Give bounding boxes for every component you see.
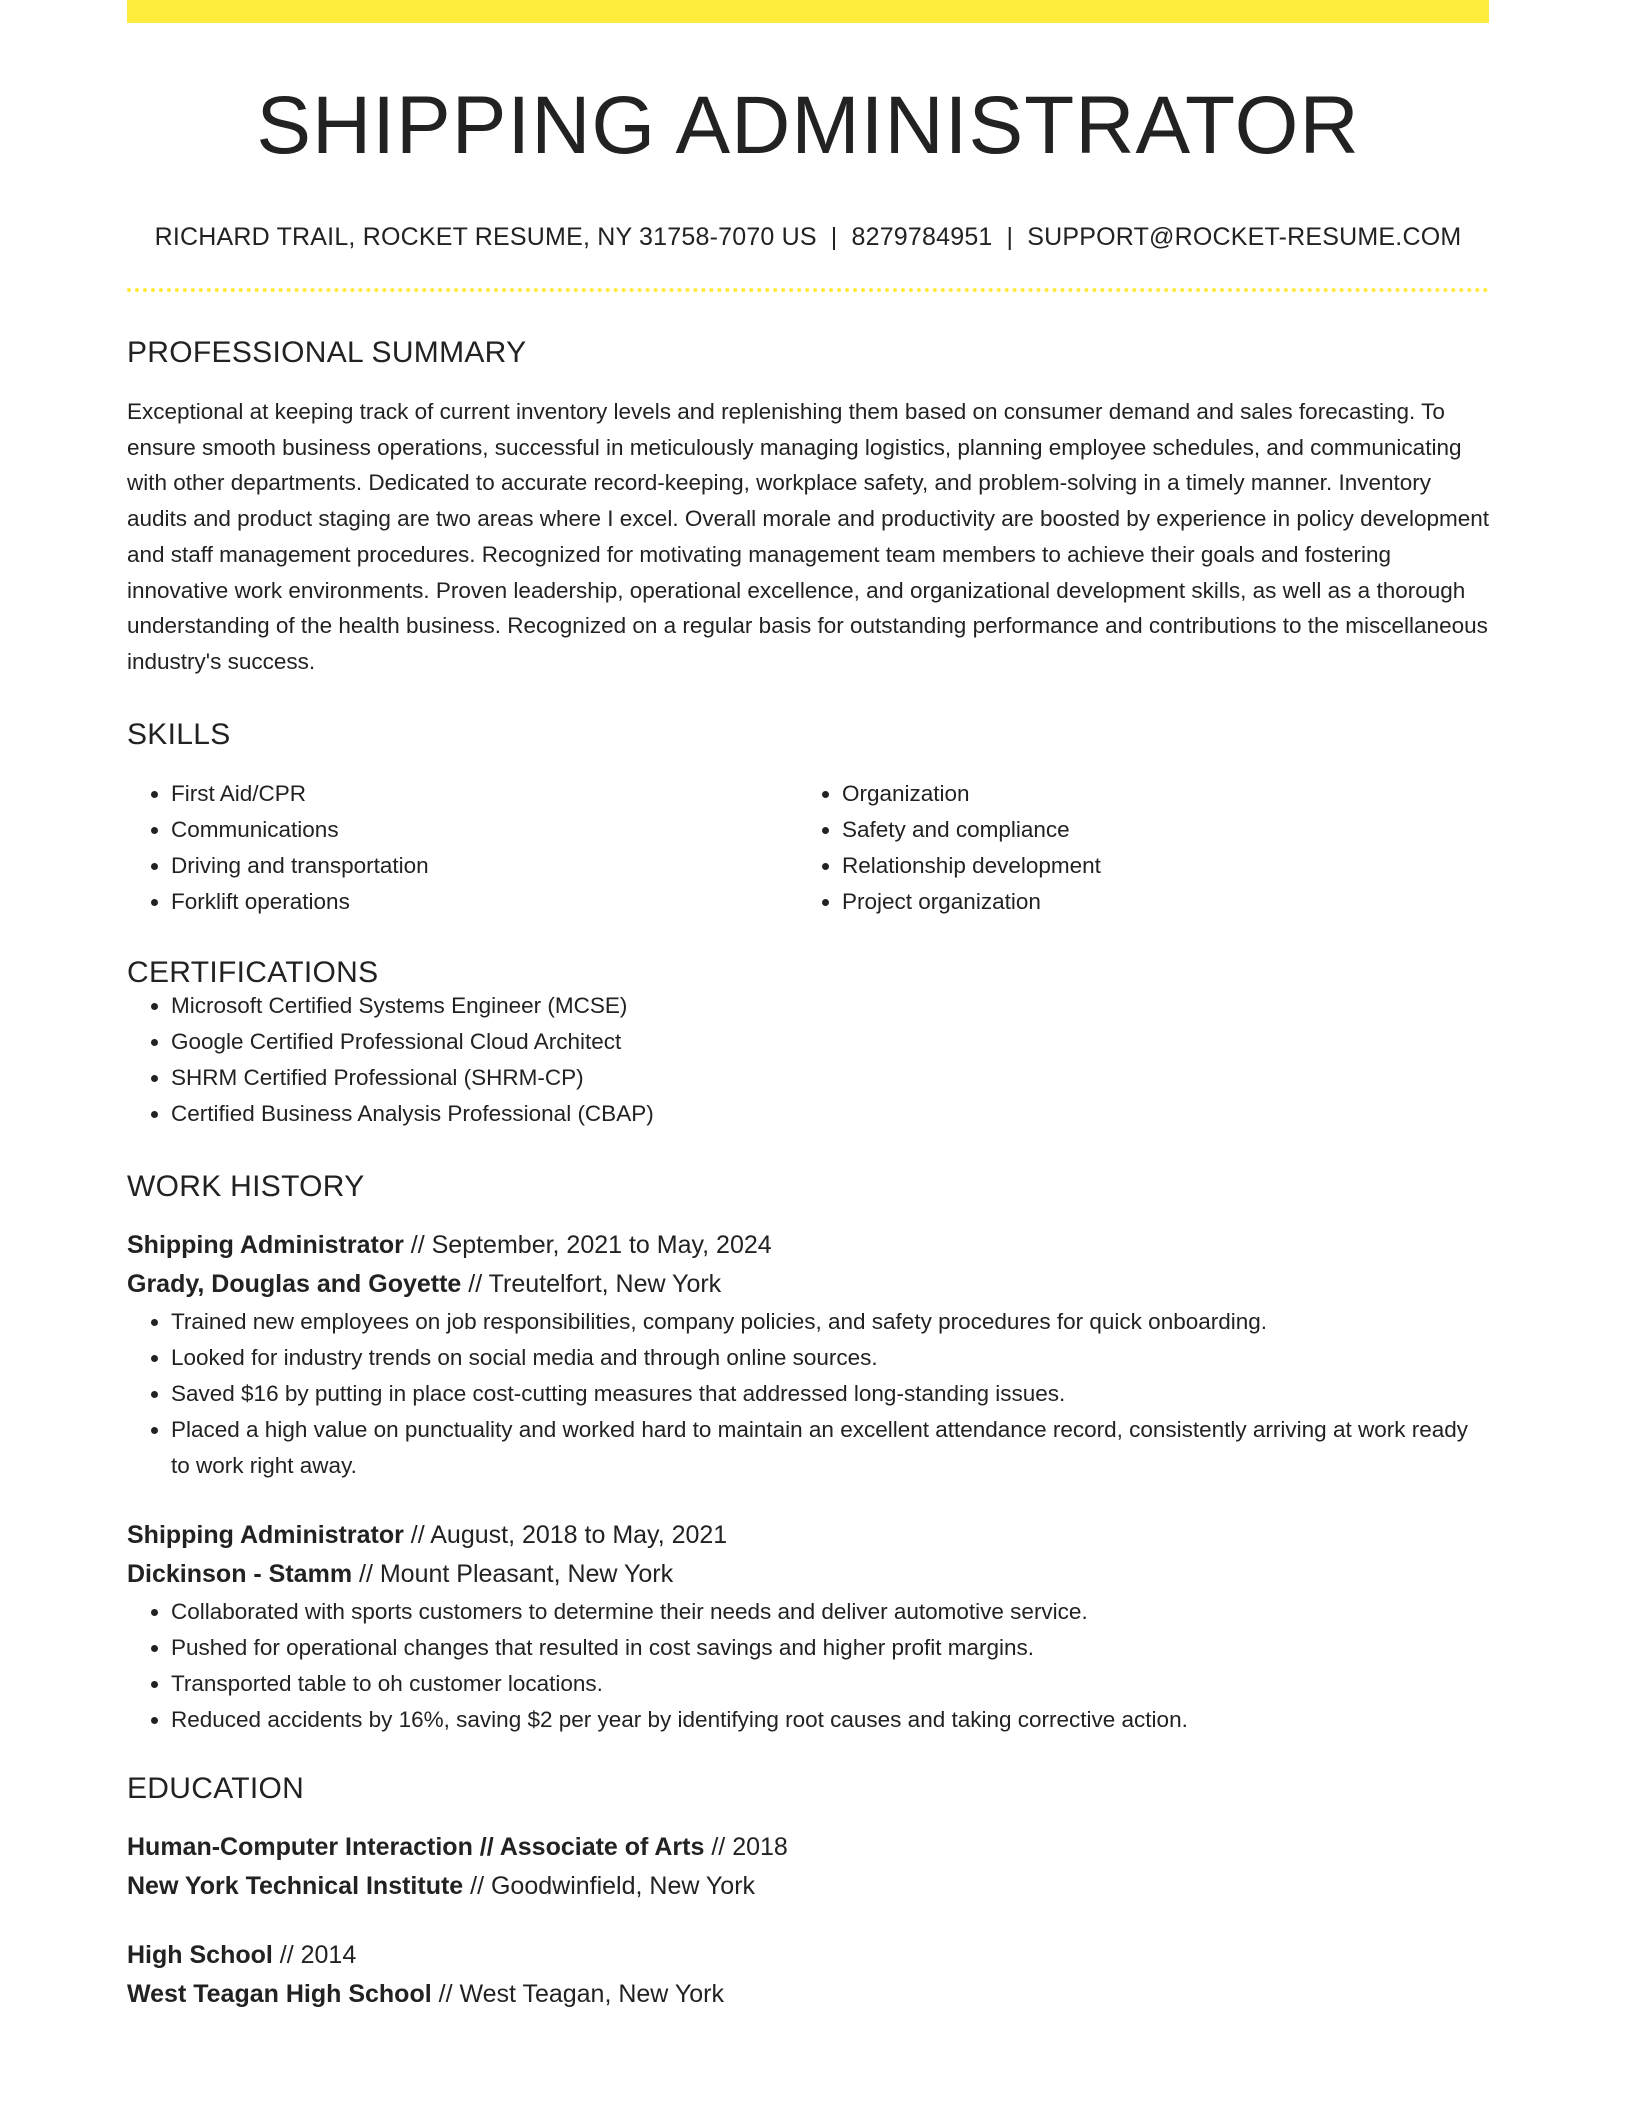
skill-item: • Communications xyxy=(171,812,798,848)
contact-info xyxy=(127,225,1489,250)
education-entry xyxy=(127,1828,1489,1906)
education-year: // 2014 xyxy=(272,1940,357,1969)
work-history-heading: WORK HISTORY xyxy=(127,1169,365,1203)
job-title-line xyxy=(127,1226,1489,1265)
skill-item: • Safety and compliance xyxy=(842,812,1469,848)
resume-title: SHIPPING ADMINISTRATOR xyxy=(256,80,1360,171)
skill-item: • Relationship development xyxy=(842,848,1469,884)
contact-address: RICHARD TRAIL, ROCKET RESUME, NY 31758-7070 US xyxy=(154,223,817,251)
certifications-heading: CERTIFICATIONS xyxy=(127,955,379,989)
contact-phone: 8279784951 xyxy=(851,223,993,251)
job-title: Shipping Administrator xyxy=(127,1230,404,1259)
job-duty-item: • Trained new employees on job responsibilities, company policies, and safety procedures for quick onboarding. xyxy=(171,1304,1489,1340)
job-company-line xyxy=(127,1555,1489,1594)
education-school: West Teagan High School xyxy=(127,1979,432,2008)
summary-text: Exceptional at keeping track of current inventory levels and replenishing them based on consumer demand and sales forecasting. To ensure smooth business operations, successful in meticulously managing logistics, planning employee schedules, and communicating with other departments. Dedicated to accurate record-keeping, workplace safety, and problem-solving in a timely manner. Inventory audits and product staging are two areas where I excel. Overall morale and productivity are boosted by experience in policy development and staff management procedures. Recognized for motivating management team members to achieve their goals and fostering innovative work environments. Proven leadership, operational excellence, and organizational development skills, as well as a thorough understanding of the health business. Recognized on a regular basis for outstanding performance and contributions to the miscellaneous industry's success. xyxy=(127,399,1490,674)
skill-item: • Organization xyxy=(842,776,1469,812)
certification-item: • Microsoft Certified Systems Engineer (MCSE) xyxy=(171,988,1489,1024)
job-location: // Mount Pleasant, New York xyxy=(352,1559,674,1588)
job-duties-list xyxy=(127,1594,1489,1738)
job-entry xyxy=(127,1226,1489,1484)
summary-heading: PROFESSIONAL SUMMARY xyxy=(127,336,527,369)
contact-email: SUPPORT@ROCKET-RESUME.COM xyxy=(1027,223,1462,251)
job-title-line xyxy=(127,1516,1489,1555)
dotted-divider xyxy=(127,288,1489,292)
skill-item: • Forklift operations xyxy=(171,884,798,920)
certifications-list xyxy=(127,988,1489,1132)
education-heading: EDUCATION xyxy=(127,1771,305,1805)
education-school-line xyxy=(127,1867,1489,1906)
skill-item: • Driving and transportation xyxy=(171,848,798,884)
job-duty-item: • Placed a high value on punctuality and worked hard to maintain an excellent attendance record, consistently arriving at work ready to work right away. xyxy=(171,1412,1489,1484)
education-degree-line xyxy=(127,1828,1489,1867)
certification-item: • Google Certified Professional Cloud Architect xyxy=(171,1024,1489,1060)
education-degree: High School xyxy=(127,1940,273,1969)
education-school-line xyxy=(127,1975,1489,2014)
job-company-line xyxy=(127,1265,1489,1304)
skills-heading: SKILLS xyxy=(127,717,231,751)
job-duty-item: • Pushed for operational changes that resulted in cost savings and higher profit margins. xyxy=(171,1630,1489,1666)
skill-item: • First Aid/CPR xyxy=(171,776,798,812)
skills-column-left xyxy=(127,776,798,920)
job-company: Dickinson - Stamm xyxy=(127,1559,353,1588)
certification-item: • SHRM Certified Professional (SHRM-CP) xyxy=(171,1060,1489,1096)
education-degree-line xyxy=(127,1936,1489,1975)
certification-item: • Certified Business Analysis Professional (CBAP) xyxy=(171,1096,1489,1132)
skills-grid xyxy=(127,776,1489,920)
education-degree: Human-Computer Interaction // Associate of Arts xyxy=(127,1832,705,1861)
accent-top-bar xyxy=(127,0,1489,23)
education-location: // West Teagan, New York xyxy=(431,1979,724,2008)
job-duty-item: • Looked for industry trends on social media and through online sources. xyxy=(171,1340,1489,1376)
job-dates: // September, 2021 to May, 2024 xyxy=(403,1230,772,1259)
job-location: // Treutelfort, New York xyxy=(461,1269,722,1298)
job-duty-item: • Transported table to oh customer locations. xyxy=(171,1666,1489,1702)
contact-separator: | xyxy=(830,223,838,251)
education-school: New York Technical Institute xyxy=(127,1871,464,1900)
job-duties-list xyxy=(127,1304,1489,1484)
job-duty-item: • Saved $16 by putting in place cost-cutting measures that addressed long-standing issues. xyxy=(171,1376,1489,1412)
job-entry xyxy=(127,1516,1489,1738)
job-title: Shipping Administrator xyxy=(127,1520,404,1549)
education-entry xyxy=(127,1936,1489,2014)
job-duty-item: • Reduced accidents by 16%, saving $2 per year by identifying root causes and taking corrective action. xyxy=(171,1702,1489,1738)
skill-item: • Project organization xyxy=(842,884,1469,920)
contact-separator: | xyxy=(1006,223,1014,251)
job-dates: // August, 2018 to May, 2021 xyxy=(403,1520,728,1549)
job-company: Grady, Douglas and Goyette xyxy=(127,1269,462,1298)
job-duty-item: • Collaborated with sports customers to determine their needs and deliver automotive service. xyxy=(171,1594,1489,1630)
education-year: // 2018 xyxy=(704,1832,788,1861)
skills-column-right xyxy=(798,776,1469,920)
resume-page xyxy=(127,0,1489,2014)
education-location: // Goodwinfield, New York xyxy=(463,1871,756,1900)
